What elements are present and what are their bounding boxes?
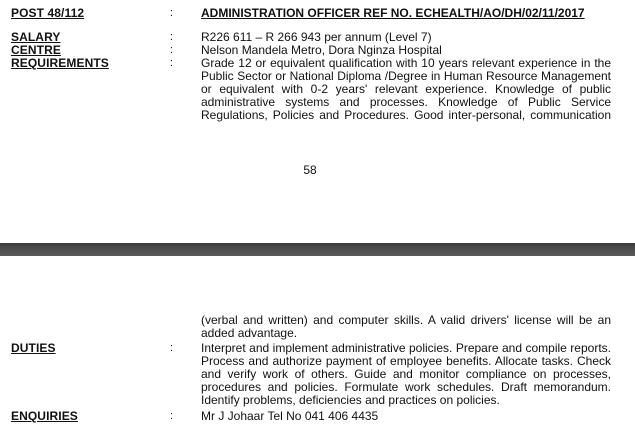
requirements-text-page1: Grade 12 or equivalent qualification with 10 years relevant experience in the Public Sector or National Diploma /Degree in Human Resource Management or equivalent with 0-2 years' relevant experience. Knowledge of public administrative systems and processes. Knowledge of Public Service Regulations, Policies and Procedures. Good inter-personal, communication [201, 56, 611, 122]
post-colon: : [170, 7, 174, 19]
duties-text: Interpret and implement administrative policies. Prepare and compile reports. Process and authorize payment of employee benefits. Allocate tasks. Check and verify work of others. Guide and monitor compliance on processes, procedures and policies. Formulate work schedules. Draft memorandum. Identify problems, deficiencies and practices on policies. [201, 341, 611, 407]
duties-label: DUTIES [11, 341, 56, 355]
page-break-gap [0, 243, 635, 256]
centre-value: Nelson Mandela Metro, Dora Nginza Hospital [201, 43, 442, 57]
salary-colon: : [170, 31, 174, 43]
duties-colon: : [170, 342, 174, 354]
requirements-colon: : [170, 57, 174, 69]
enquiries-label: ENQUIRIES [11, 409, 78, 423]
salary-value: R226 611 – R 266 943 per annum (Level 7) [201, 30, 432, 44]
enquiries-colon: : [170, 410, 174, 422]
centre-colon: : [170, 44, 174, 56]
page-number: 58 [303, 163, 317, 177]
requirements-text-page2: (verbal and written) and computer skills. A valid drivers' license will be an added advantage. [201, 313, 611, 340]
requirements-label: REQUIREMENTS [11, 56, 109, 70]
post-label: POST 48/112 [11, 6, 85, 20]
post-title: ADMINISTRATION OFFICER REF NO. ECHEALTH/AO/DH/02/11/2017 [201, 6, 585, 20]
enquiries-value: Mr J Johaar Tel No 041 406 4435 [201, 409, 379, 423]
salary-label: SALARY [11, 30, 61, 44]
document-page-bottom [0, 256, 635, 433]
centre-label: CENTRE [11, 43, 61, 57]
